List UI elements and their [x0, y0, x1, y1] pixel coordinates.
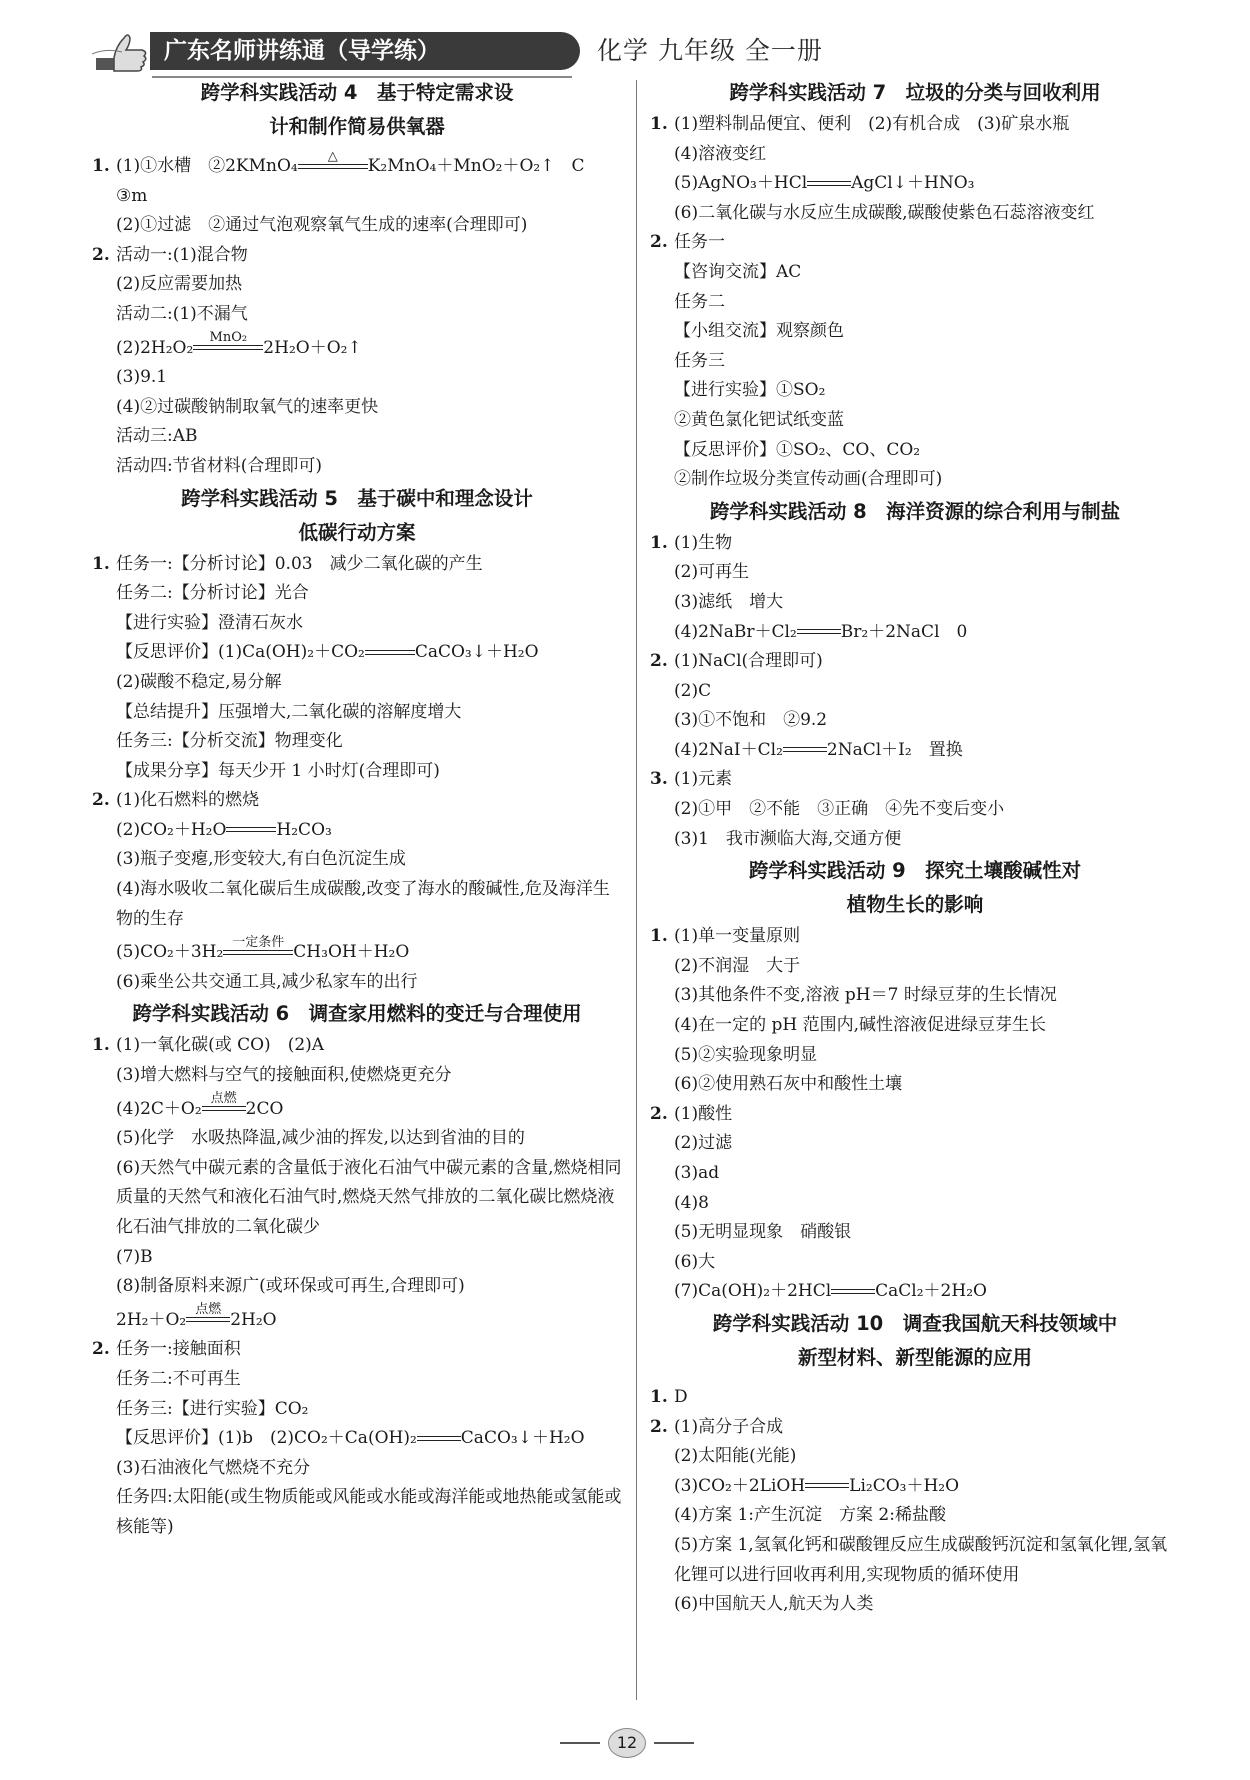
- answer-line: (3)增大燃料与空气的接触面积,使燃烧更充分: [116, 1065, 452, 1086]
- answer-line: 1. (1)一氧化碳(或 CO) (2)A: [92, 1035, 325, 1056]
- answer-line: 任务三:【进行实验】CO₂: [116, 1398, 309, 1419]
- answer-line: (4)②过碳酸钠制取氧气的速率更快: [116, 396, 379, 417]
- answer-line: (7)Ca(OH)₂＋2HCl CaCl₂＋2H₂O: [674, 1281, 987, 1302]
- answer-line: ②黄色氯化钯试纸变蓝: [674, 409, 844, 430]
- answer-line: 任务二:【分析讨论】光合: [116, 583, 309, 604]
- answer-line: (2)太阳能(光能): [674, 1446, 797, 1467]
- answer-line: (4)2NaI＋Cl₂ 2NaCl＋I₂ 置换: [674, 739, 963, 760]
- section-title: 跨学科实践活动 4 基于特定需求设 计和制作简易供氧器: [200, 81, 514, 138]
- answer-line: (6)②使用熟石灰中和酸性土壤: [674, 1074, 903, 1095]
- section-activity-6: [92, 997, 622, 1542]
- answer-line: 1. D: [650, 1386, 688, 1407]
- answer-line: 2. (1)NaCl(合理即可): [650, 651, 823, 672]
- answer-line: 活动四:节省材料(合理即可): [116, 455, 322, 476]
- page-footer: [560, 1722, 700, 1762]
- answer-line: (6)中国航天人,航天为人类: [674, 1594, 874, 1615]
- section-activity-5: [92, 482, 622, 998]
- answer-line: (5)化学 水吸热降温,减少油的挥发,以达到省油的目的: [116, 1128, 525, 1149]
- answer-line: (4)2C＋O₂ 点燃 2CO: [116, 1091, 284, 1119]
- answer-line: (6)二氧化碳与水反应生成碳酸,碳酸使紫色石蕊溶液变红: [674, 202, 1095, 223]
- answer-line: (8)制备原料来源广(或环保或可再生,合理即可): [116, 1276, 465, 1297]
- answer-line: 2. 活动一:(1)混合物: [92, 244, 248, 265]
- section-title: 跨学科实践活动 7 垃圾的分类与回收利用: [729, 81, 1101, 104]
- answer-line: 【反思评价】①SO₂、CO、CO₂: [674, 439, 921, 460]
- answer-line: (4)溶液变红: [674, 143, 767, 164]
- answer-line: 2. (1)化石燃料的燃烧: [92, 790, 260, 811]
- page-number: 12: [608, 1728, 646, 1758]
- answer-line: (2)反应需要加热: [116, 274, 243, 295]
- left-column: [92, 76, 622, 1543]
- answer-line: (2)C: [674, 680, 712, 701]
- answer-line: (4)方案 1:产生沉淀 方案 2:稀盐酸: [674, 1505, 946, 1526]
- answer-line: (3)石油液化气燃烧不充分: [116, 1457, 311, 1478]
- answer-line: 3. (1)元素: [650, 769, 733, 790]
- answer-line: 1. (1)塑料制品便宜、便利 (2)有机合成 (3)矿泉水瓶: [650, 114, 1070, 134]
- answer-line: 2H₂＋O₂ 点燃 2H₂O: [116, 1302, 277, 1330]
- section-activity-8: [650, 495, 1180, 855]
- answer-line: 活动三:AB: [116, 426, 198, 447]
- answer-line: 任务三: [674, 350, 725, 371]
- answer-line: (3)①不饱和 ②9.2: [674, 710, 828, 731]
- section-title: 跨学科实践活动 10 调查我国航天科技领域中 新型材料、新型能源的应用: [712, 1311, 1118, 1369]
- answer-line: 2. 任务一:接触面积: [92, 1339, 241, 1360]
- answer-line: 【成果分享】每天少开 1 小时灯(合理即可): [116, 760, 440, 781]
- section-activity-4: [92, 76, 622, 482]
- answer-line: (3)CO₂＋2LiOH Li₂CO₃＋H₂O: [674, 1475, 960, 1496]
- answer-line: (3)9.1: [116, 367, 168, 388]
- subject-title: 化学 九年级 全一册: [597, 36, 823, 65]
- ornament-right: [654, 1742, 694, 1744]
- answer-line: 任务二:不可再生: [116, 1368, 241, 1389]
- answer-line: 任务二: [674, 291, 725, 312]
- right-column: [650, 76, 1180, 1620]
- answer-line: (3)ad: [674, 1163, 720, 1183]
- section-title: 跨学科实践活动 5 基于碳中和理念设计 低碳行动方案: [181, 486, 533, 544]
- ornament-left: [560, 1742, 600, 1744]
- answer-line: 【反思评价】(1)Ca(OH)₂＋CO₂ CaCO₃↓＋H₂O: [116, 642, 539, 663]
- answer-line: (6)大: [674, 1251, 716, 1272]
- answer-line: (2)可再生: [674, 562, 750, 583]
- answer-line: 【反思评价】(1)b (2)CO₂＋Ca(OH)₂ CaCO₃↓＋H₂O: [116, 1428, 585, 1449]
- answer-line: 任务三:【分析交流】物理变化: [116, 731, 343, 752]
- answer-line: 【咨询交流】AC: [674, 261, 802, 282]
- answer-line: 【总结提升】压强增大,二氧化碳的溶解度增大: [116, 701, 462, 722]
- answer-line: (3)瓶子变瘪,形变较大,有白色沉淀生成: [116, 849, 406, 870]
- column-divider: [636, 80, 637, 1700]
- answer-line: ②制作垃圾分类宣传动画(合理即可): [674, 469, 943, 490]
- answer-line: 1. (1)单一变量原则: [650, 926, 801, 947]
- answer-line: 2. 任务一: [650, 232, 725, 253]
- answer-line: (5)②实验现象明显: [674, 1044, 818, 1065]
- answer-line: (2)碳酸不稳定,易分解: [116, 671, 282, 692]
- answer-line: (4)在一定的 pH 范围内,碱性溶液促进绿豆芽生长: [674, 1015, 1046, 1036]
- answer-line: (6)天然气中碳元素的含量低于液化石油气中碳元素的含量,燃烧相同质量的天然气和液化石油气时,燃烧天然气排放的二氧化碳比燃烧液化石油气排放的二氧化碳少: [116, 1157, 622, 1237]
- answer-line: (6)乘坐公共交通工具,减少私家车的出行: [116, 971, 418, 992]
- section-activity-10: [650, 1307, 1180, 1620]
- answer-line: (2)不润湿 大于: [674, 955, 801, 976]
- thumbs-up-icon: [92, 28, 152, 72]
- section-activity-9: [650, 854, 1180, 1307]
- series-title: 广东名师讲练通（导学练）: [150, 32, 580, 70]
- answer-line: (3)滤纸 增大: [674, 591, 784, 612]
- answer-line: ③m: [116, 185, 148, 206]
- answer-line: (4)海水吸收二氧化碳后生成碳酸,改变了海水的酸碱性,危及海洋生物的生存: [116, 879, 610, 929]
- answer-line: (4)8: [674, 1192, 709, 1213]
- answer-line: 2. (1)酸性: [650, 1103, 733, 1124]
- answer-line: 1. (1)生物: [650, 532, 733, 553]
- answer-line: 1. 任务一:【分析讨论】0.03 减少二氧化碳的产生: [92, 553, 483, 574]
- answer-line: 2. (1)高分子合成: [650, 1416, 784, 1437]
- answer-line: (5)无明显现象 硝酸银: [674, 1222, 852, 1243]
- answer-line: (3)其他条件不变,溶液 pH＝7 时绿豆芽的生长情况: [674, 985, 1057, 1006]
- answer-line: 【小组交流】观察颜色: [674, 321, 844, 342]
- answer-line: 活动二:(1)不漏气: [116, 303, 248, 324]
- answer-line: (2)CO₂＋H₂O H₂CO₃: [116, 819, 332, 840]
- answer-line: 任务四:太阳能(或生物质能或风能或水能或海洋能或地热能或氢能或核能等): [116, 1487, 622, 1537]
- section-title: 跨学科实践活动 8 海洋资源的综合利用与制盐: [709, 499, 1121, 523]
- section-activity-7: [650, 76, 1180, 495]
- answer-line: (4)2NaBr＋Cl₂ Br₂＋2NaCl 0: [674, 621, 968, 642]
- answer-line: (5)CO₂＋3H₂ 一定条件 CH₃OH＋H₂O: [116, 934, 410, 963]
- answer-line: 【进行实验】澄清石灰水: [116, 612, 303, 633]
- answer-line: (7)B: [116, 1246, 153, 1267]
- page-header: [92, 24, 1152, 76]
- answer-line: 【进行实验】①SO₂: [674, 380, 826, 401]
- section-title: 跨学科实践活动 6 调查家用燃料的变迁与合理使用: [132, 1002, 582, 1026]
- answer-line: (5)AgNO₃＋HCl AgCl↓＋HNO₃: [674, 173, 975, 194]
- answer-line: (2)①甲 ②不能 ③正确 ④先不变后变小: [674, 799, 1005, 820]
- answer-line: (2)2H₂O₂ MnO₂ 2H₂O＋O₂↑: [116, 330, 362, 358]
- answer-line: (2)①过滤 ②通过气泡观察氧气生成的速率(合理即可): [116, 215, 528, 236]
- answer-line: 1. (1)①水槽 ②2KMnO₄ △ K₂MnO₄＋MnO₂＋O₂↑ C: [92, 148, 585, 176]
- answer-line: (5)方案 1,氢氧化钙和碳酸锂反应生成碳酸钙沉淀和氢氧化锂,氢氧化锂可以进行回收再利用,实现物质的循环使用: [674, 1534, 1168, 1585]
- answer-line: (2)过滤: [674, 1133, 733, 1154]
- section-title: 跨学科实践活动 9 探究土壤酸碱性对 植物生长的影响: [748, 859, 1082, 917]
- answer-line: (3)1 我市濒临大海,交通方便: [674, 828, 902, 849]
